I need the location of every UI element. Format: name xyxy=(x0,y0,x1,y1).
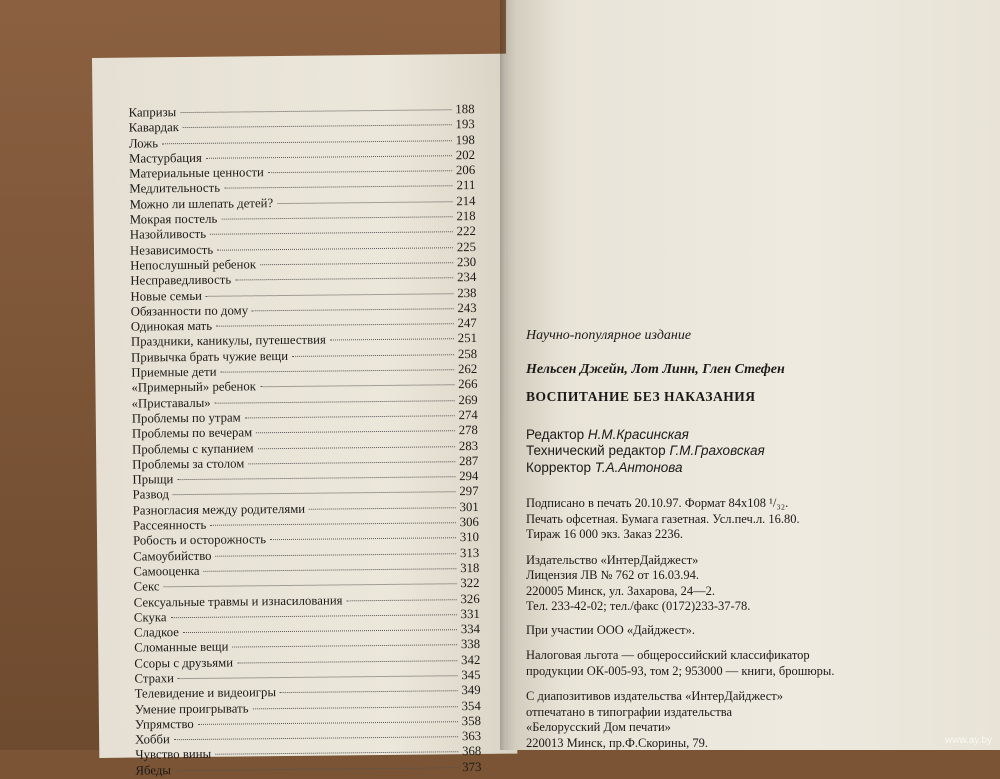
toc-leader-dots xyxy=(216,553,456,557)
toc-entry-title: Рассеянность xyxy=(132,517,207,533)
toc-leader-dots xyxy=(248,461,455,464)
toc-entry-title: Мокрая постель xyxy=(129,211,218,227)
toc-leader-dots xyxy=(309,507,455,510)
toc-entry-title: Приемные дети xyxy=(131,364,217,380)
toc-leader-dots xyxy=(253,706,458,709)
toc-leader-dots xyxy=(180,109,451,113)
toc-leader-dots xyxy=(210,232,453,236)
authors-line: Нельсен Джейн, Лот Линн, Глен Стефен xyxy=(526,361,785,377)
toc-entry-title: Проблемы за столом xyxy=(132,456,245,472)
toc-entry-title: Развод xyxy=(132,487,170,503)
imprint-block xyxy=(526,328,986,759)
toc-entry-page: 334 xyxy=(460,622,481,637)
toc-entry-page: 349 xyxy=(461,683,481,698)
toc-entry-title: Прыщи xyxy=(132,472,174,487)
toc-entry-page: 354 xyxy=(461,698,481,713)
toc-entry-title: Привычка брать чужие вещи xyxy=(131,348,289,365)
toc-leader-dots xyxy=(260,262,453,265)
toc-leader-dots xyxy=(210,522,455,526)
toc-entry-title: Телевидение и видеоигры xyxy=(134,685,277,701)
toc-leader-dots xyxy=(268,170,452,173)
toc-leader-dots xyxy=(198,721,458,725)
toc-entry-title: Назойливость xyxy=(129,227,207,242)
toc-leader-dots xyxy=(162,140,452,144)
toc-leader-dots xyxy=(215,752,458,756)
toc-entry-title: Самооценка xyxy=(133,563,200,579)
tax-note: Налоговая льгота — общероссийский классификатор продукции ОК-005-93, том 2; 953000 — книги, брошюры. xyxy=(526,648,835,678)
toc-leader-dots xyxy=(224,186,453,189)
toc-leader-dots xyxy=(178,675,457,679)
toc-entry-page: 363 xyxy=(461,729,482,744)
toc-leader-dots xyxy=(235,277,453,280)
toc-leader-dots xyxy=(221,216,452,219)
toc-entry-title: Капризы xyxy=(128,105,177,120)
toc-leader-dots xyxy=(215,400,455,404)
toc-entry-title: Робость и осторожность xyxy=(132,532,267,548)
toc-leader-dots xyxy=(216,323,454,326)
publisher-details: Издательство «ИнтерДайджест» Лицензия ЛВ № 762 от 16.03.94. 220005 Минск, ул. Захарова, 24—2. Тел. 233-42-02; тел./факс (0172)233-37-78. xyxy=(526,552,751,613)
toc-entry-page: 345 xyxy=(461,667,481,683)
toc-entry-page: 342 xyxy=(461,652,481,667)
toc-entry-title: Сломанные вещи xyxy=(134,639,229,655)
toc-entry-page: 193 xyxy=(455,117,475,132)
toc-entry-page: 188 xyxy=(455,101,475,117)
toc-leader-dots xyxy=(217,247,453,250)
toc-leader-dots xyxy=(270,538,456,541)
toc-leader-dots xyxy=(163,583,456,587)
toc-entry-page: 313 xyxy=(459,545,480,560)
toc-entry-title: Праздники, каникулы, путешествия xyxy=(130,333,326,350)
toc-entry-title: Секс xyxy=(133,579,160,594)
staff-credits xyxy=(526,427,986,477)
toc-entry-page: 218 xyxy=(456,209,476,224)
toc-entry-title: Мастурбация xyxy=(128,150,202,166)
toc-entry-title: Кавардак xyxy=(128,120,180,135)
toc-leader-dots xyxy=(173,492,455,496)
toc-entry-page: 368 xyxy=(462,744,482,759)
toc-entry-page: 338 xyxy=(460,637,481,652)
toc-entry-title: Сладкое xyxy=(133,625,180,640)
toc-entry-title: Скука xyxy=(133,610,167,625)
toc-entry-title: Чувство вины xyxy=(135,747,212,763)
toc-leader-dots xyxy=(256,430,455,433)
watermark-text: www.ay.by xyxy=(944,735,992,746)
toc-leader-dots xyxy=(221,369,455,372)
toc-entry-title: Страхи xyxy=(134,671,175,686)
toc-leader-dots xyxy=(183,629,457,633)
toc-entry-page: 211 xyxy=(456,178,476,193)
toc-entry-page: 306 xyxy=(459,514,479,530)
toc-entry-page: 222 xyxy=(456,224,476,239)
toc-leader-dots xyxy=(177,476,455,480)
toc-leader-dots xyxy=(292,354,454,357)
toc-entry-title: Медлительность xyxy=(129,181,221,197)
toc-entry-page: 310 xyxy=(459,530,480,545)
toc-entry-page: 238 xyxy=(457,285,477,300)
toc-entry-title: Ссоры с друзьями xyxy=(134,655,234,671)
toc-entry-page: 243 xyxy=(457,300,477,316)
toc-entry-page: 247 xyxy=(457,316,477,331)
toc-entry-page: 373 xyxy=(462,759,482,774)
toc-entry-page: 234 xyxy=(457,270,477,285)
toc-entry-title: «Приставалы» xyxy=(131,395,211,411)
print-details: Подписано в печать 20.10.97. Формат 84x108 ¹/₃₂. Печать офсетная. Бумага газетная. Усл.печ.л. 16.80. Тираж 16 000 экз. Заказ 2236. xyxy=(526,496,800,541)
toc-entry-page: 318 xyxy=(460,560,480,576)
toc-entry-title: Непослушный ребенок xyxy=(130,257,257,273)
toc-entry-page: 214 xyxy=(456,193,476,208)
toc-entry-page: 322 xyxy=(460,576,480,591)
toc-leader-dots xyxy=(280,690,457,693)
toc-leader-dots xyxy=(206,293,453,297)
book-title: ВОСПИТАНИЕ БЕЗ НАКАЗАНИЯ xyxy=(526,389,756,404)
genre-label: Научно-популярное издание xyxy=(526,328,692,343)
printing-house-note: С диапозитивов издательства «ИнтерДайджест» отпечатано в типографии издательства «Белорусский Дом печати» 220013 Минск, пр.Ф.Скорины, 79. xyxy=(526,689,784,750)
toc-leader-dots xyxy=(183,125,452,129)
toc-entry-title: Ложь xyxy=(128,135,159,151)
toc-entry-page: 278 xyxy=(458,423,478,438)
toc-entry-title: Хобби xyxy=(135,732,170,747)
toc-leader-dots xyxy=(175,767,458,771)
toc-entry-title: «Примерный» ребенок xyxy=(131,379,257,395)
toc-leader-dots xyxy=(277,201,452,204)
toc-leader-dots xyxy=(237,660,457,663)
toc-entry-page: 331 xyxy=(460,606,480,621)
toc-leader-dots xyxy=(258,446,455,449)
toc-leader-dots xyxy=(171,614,457,618)
toc-entry-title: Самоубийство xyxy=(133,548,212,564)
toc-entry-title: Одинокая мать xyxy=(130,318,213,334)
toc-entry-page: 198 xyxy=(455,132,475,147)
toc-entry-page: 283 xyxy=(458,438,479,453)
toc-entry-title: Проблемы с купанием xyxy=(132,440,254,457)
toc-entry-page: 206 xyxy=(455,163,476,178)
toc-entry-title: Проблемы по утрам xyxy=(131,410,241,426)
toc-entry-page: 294 xyxy=(459,469,479,484)
toc-leader-dots xyxy=(206,155,452,159)
toc-entry-title: Несправедливость xyxy=(130,272,232,288)
right-page xyxy=(506,0,1000,750)
toc-entry-title: Обязанности по дому xyxy=(130,303,249,319)
toc-entry-title: Разногласия между родителями xyxy=(132,501,306,518)
toc-leader-dots xyxy=(204,568,457,572)
toc-entry-page: 262 xyxy=(458,362,478,377)
toc-entry-page: 230 xyxy=(456,254,477,270)
toc-entry-page: 326 xyxy=(460,591,480,606)
toc-leader-dots xyxy=(245,415,455,418)
toc-entry-title: Ябеды xyxy=(135,762,172,778)
toc-entry-title: Умение проигрывать xyxy=(134,700,249,717)
toc-entry-title: Сексуальные травмы и изнасилования xyxy=(133,592,343,610)
table-of-contents xyxy=(129,102,482,779)
toc-entry-title: Упрямство xyxy=(134,716,194,732)
toc-entry-page: 297 xyxy=(459,484,479,499)
toc-entry-title: Можно ли шлепать детей? xyxy=(129,195,274,212)
toc-entry-title: Независимость xyxy=(129,242,214,258)
toc-leader-dots xyxy=(232,645,456,648)
toc-leader-dots xyxy=(174,736,458,740)
toc-entry-page: 269 xyxy=(458,392,478,407)
toc-leader-dots xyxy=(260,385,454,388)
editor-credit: Редактор Н.М.Красинская xyxy=(526,426,689,442)
toc-entry-page: 258 xyxy=(457,346,478,361)
toc-entry-page: 287 xyxy=(458,453,479,469)
toc-leader-dots xyxy=(252,308,453,311)
toc-entry-page: 358 xyxy=(461,713,482,729)
toc-entry-page: 274 xyxy=(458,407,478,423)
toc-entry-page: 251 xyxy=(457,331,478,346)
toc-entry-title: Проблемы по вечерам xyxy=(131,425,253,441)
toc-entry-page: 202 xyxy=(455,147,476,163)
tech-editor-credit: Технический редактор Г.М.Граховская xyxy=(526,443,765,458)
toc-entry-page: 301 xyxy=(459,499,479,514)
toc-entry-title: Материальные ценности xyxy=(129,165,264,181)
toc-entry-page: 225 xyxy=(456,239,477,254)
corrector-credit: Корректор Т.А.Антонова xyxy=(526,459,683,475)
toc-leader-dots xyxy=(330,339,454,341)
participation-note: При участии ООО «Дайджест». xyxy=(526,622,695,637)
book-spine-shadow xyxy=(500,0,516,750)
toc-leader-dots xyxy=(347,599,457,601)
toc-entry-page: 266 xyxy=(458,377,478,392)
toc-entry-title: Новые семьи xyxy=(130,288,203,304)
left-page xyxy=(92,54,517,778)
